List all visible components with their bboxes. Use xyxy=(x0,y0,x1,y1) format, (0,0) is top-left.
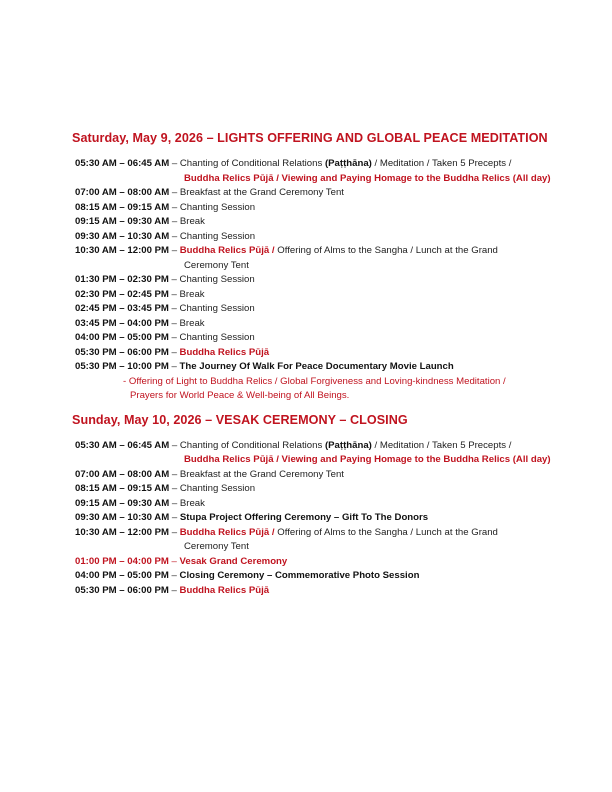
schedule-row xyxy=(75,468,344,483)
time-range: 05:30 PM – 10:00 PM xyxy=(75,361,169,372)
separator: – xyxy=(168,570,180,581)
time-range: 09:15 AM – 09:30 AM xyxy=(75,497,170,509)
time-range: 10:30 AM – 12:00 PM xyxy=(75,245,170,256)
separator: – xyxy=(168,303,180,314)
activity-bold: The Journey Of Walk For Peace Documentary Movie Launch xyxy=(179,361,454,372)
time-range: 08:15 AM – 09:15 AM xyxy=(75,483,170,494)
separator: – xyxy=(168,317,180,329)
separator: – xyxy=(168,288,180,300)
activity-text: Chanting Session xyxy=(179,201,256,213)
day1-heading: Saturday, May 9, 2026 – LIGHTS OFFERING AND GLOBAL PEACE MEDITATION xyxy=(72,131,548,145)
activity-text: Chanting Session xyxy=(179,303,255,314)
activity-highlight: Buddha Relics Pūjā xyxy=(179,584,270,596)
time-range: 05:30 PM – 06:00 PM xyxy=(75,584,169,596)
activity-text: Chanting Session xyxy=(179,274,255,285)
time-range: 10:30 AM – 12:00 PM xyxy=(75,526,170,538)
time-range: 02:45 PM – 03:45 PM xyxy=(75,303,169,314)
schedule-row xyxy=(75,569,419,584)
schedule-row xyxy=(75,482,255,497)
schedule-row xyxy=(75,302,255,317)
time-range: 05:30 AM – 06:45 AM xyxy=(75,158,170,169)
separator: – xyxy=(169,216,180,227)
time-range: 01:00 PM – 04:00 PM xyxy=(75,555,169,567)
time-range: 05:30 AM – 06:45 AM xyxy=(75,439,170,451)
schedule-row xyxy=(75,511,428,526)
schedule-row xyxy=(75,346,269,361)
activity-text: Break xyxy=(179,216,205,227)
separator: – xyxy=(168,584,180,596)
schedule-row xyxy=(75,331,255,346)
schedule-row xyxy=(75,555,287,570)
activity-text: Offering of Alms to the Sangha / Lunch at the Grand xyxy=(274,526,498,538)
activity-bold: (Paṭṭhāna) xyxy=(324,158,372,169)
activity-text: Chanting Session xyxy=(179,230,256,242)
separator: – xyxy=(169,230,180,242)
time-range: 07:00 AM – 08:00 AM xyxy=(75,187,170,198)
schedule-row xyxy=(75,288,205,303)
separator: – xyxy=(169,512,180,523)
separator: – xyxy=(168,361,180,372)
activity-text: Break xyxy=(179,288,205,300)
time-range: 04:00 PM – 05:00 PM xyxy=(75,570,169,581)
separator: – xyxy=(168,555,180,567)
schedule-row xyxy=(75,230,255,245)
separator: – xyxy=(168,274,180,285)
activity-text: Breakfast at the Grand Ceremony Tent xyxy=(179,468,344,480)
schedule-row xyxy=(75,157,511,172)
activity-highlight: Vesak Grand Ceremony xyxy=(179,555,288,567)
separator: – xyxy=(169,497,180,509)
time-range: 02:30 PM – 02:45 PM xyxy=(75,288,169,300)
schedule-row xyxy=(75,584,269,599)
activity-text: Chanting of Conditional Relations xyxy=(179,158,325,169)
activity-continuation: Ceremony Tent xyxy=(184,259,249,271)
activity-text: Break xyxy=(179,497,205,509)
time-range: 09:30 AM – 10:30 AM xyxy=(75,512,170,523)
schedule-row xyxy=(75,186,344,201)
activity-highlight: Buddha Relics Pūjā / xyxy=(179,245,275,256)
schedule-row xyxy=(75,497,205,512)
day2-heading: Sunday, May 10, 2026 – VESAK CEREMONY – CLOSING xyxy=(72,413,408,427)
separator: – xyxy=(169,468,180,480)
time-range: 01:30 PM – 02:30 PM xyxy=(75,274,169,285)
activity-continuation: Ceremony Tent xyxy=(184,541,249,552)
schedule-row xyxy=(75,526,498,541)
separator: – xyxy=(169,439,180,451)
time-range: 07:00 AM – 08:00 AM xyxy=(75,468,170,480)
activity-highlight: Buddha Relics Pūjā xyxy=(179,346,270,358)
schedule-row xyxy=(75,317,205,332)
separator: – xyxy=(169,483,180,494)
activity-bold: Closing Ceremony – Commemorative Photo Session xyxy=(179,570,420,581)
schedule-row xyxy=(75,215,205,230)
activity-continuation: Buddha Relics Pūjā / Viewing and Paying Homage to the Buddha Relics (All day) xyxy=(184,172,551,184)
activity-text: Breakfast at the Grand Ceremony Tent xyxy=(179,187,344,198)
time-range: 08:15 AM – 09:15 AM xyxy=(75,201,170,213)
separator: – xyxy=(168,332,180,343)
time-range: 09:30 AM – 10:30 AM xyxy=(75,230,170,242)
sub-activity-line: Prayers for World Peace & Well-being of All Beings. xyxy=(130,390,350,401)
activity-highlight: Buddha Relics Pūjā / xyxy=(179,526,275,538)
activity-text: / Meditation / Taken 5 Precepts / xyxy=(371,439,512,451)
schedule-row xyxy=(75,273,255,288)
activity-bold: (Paṭṭhāna) xyxy=(324,439,372,451)
time-range: 04:00 PM – 05:00 PM xyxy=(75,332,169,343)
activity-text: Chanting Session xyxy=(179,483,256,494)
schedule-row xyxy=(75,201,255,216)
activity-continuation: Buddha Relics Pūjā / Viewing and Paying Homage to the Buddha Relics (All day) xyxy=(184,454,551,465)
activity-text: Chanting Session xyxy=(179,332,255,343)
schedule-row xyxy=(75,439,511,454)
activity-bold: Stupa Project Offering Ceremony – Gift To The Donors xyxy=(179,512,429,523)
activity-text: Break xyxy=(179,317,205,329)
separator: – xyxy=(169,187,180,198)
schedule-row xyxy=(75,244,498,259)
time-range: 09:15 AM – 09:30 AM xyxy=(75,216,170,227)
activity-text: Chanting of Conditional Relations xyxy=(179,439,325,451)
separator: – xyxy=(169,201,180,213)
time-range: 03:45 PM – 04:00 PM xyxy=(75,317,169,329)
activity-text: / Meditation / Taken 5 Precepts / xyxy=(371,158,512,169)
separator: – xyxy=(169,526,180,538)
time-range: 05:30 PM – 06:00 PM xyxy=(75,346,169,358)
separator: – xyxy=(168,346,180,358)
sub-activity-line: - Offering of Light to Buddha Relics / Global Forgiveness and Loving-kindness Meditation / xyxy=(123,375,506,387)
separator: – xyxy=(169,245,180,256)
schedule-row xyxy=(75,360,454,375)
activity-text: Offering of Alms to the Sangha / Lunch at the Grand xyxy=(274,245,498,256)
separator: – xyxy=(169,158,180,169)
